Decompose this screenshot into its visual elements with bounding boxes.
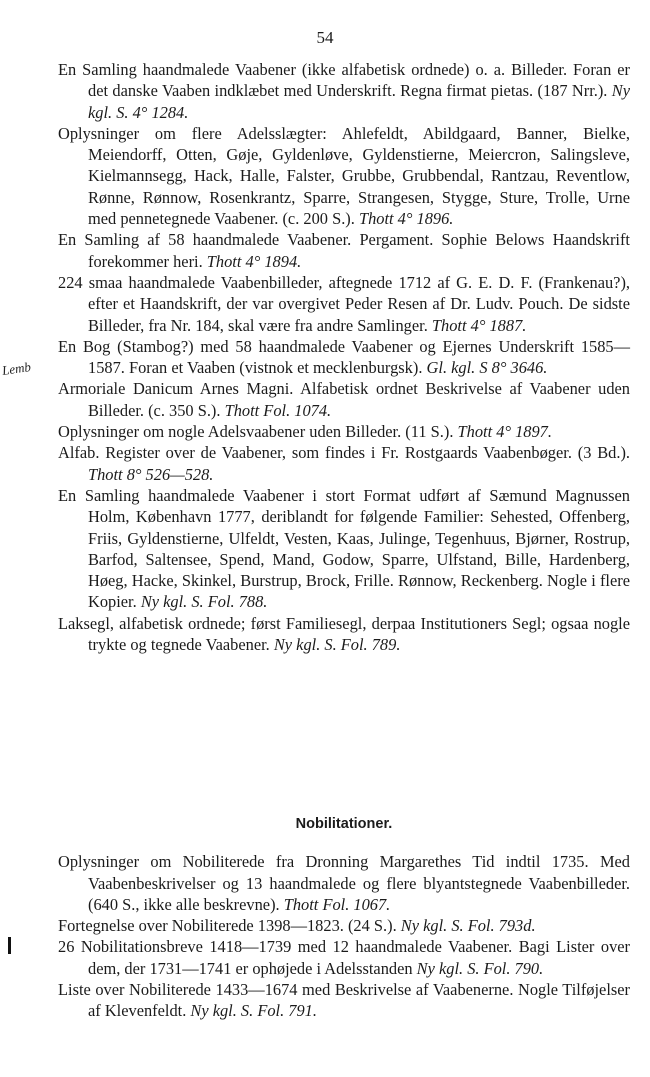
catalog-entry xyxy=(58,979,630,1022)
catalog-entry xyxy=(58,123,630,229)
entry-text: En Bog (Stambog?) med 58 haandmalede Vaabener og Ejernes Underskrift 1585—1587. Foran et Vaaben (vistnok et mecklenburgsk). xyxy=(58,336,630,378)
entry-text: En Samling haandmalede Vaabener (ikke alfabetisk ordnede) o. a. Billeder. Foran er det danske Vaaben indklæbet med Underskrift. Regna firmat pietas. (187 Nrr.). xyxy=(58,60,630,101)
catalog-entry xyxy=(58,272,630,336)
shelfmark-reference: Thott Fol. 1067. xyxy=(283,894,391,914)
catalog-entry xyxy=(58,851,630,915)
shelfmark-reference: Ny kgl. S. Fol. 793d. xyxy=(400,916,536,936)
page-number: 54 xyxy=(316,28,334,47)
shelfmark-reference: Ny kgl. S. Fol. 788. xyxy=(140,592,268,612)
catalog-entry xyxy=(58,613,630,656)
catalog-entry xyxy=(1,336,630,379)
shelfmark-reference: Ny kgl. S. Fol. 789. xyxy=(273,635,401,655)
entry-text: Oplysninger om flere Adelsslægter: Ahlefeldt, Abildgaard, Banner, Bielke, Meiendorff, Otten, Gøje, Gyldenløve, Gyldenstierne, Meiercron, Salingsleve, Kielmannsegg, Hack, Halle, Falster, Grubbe, Grubbendal, Rantzau, Reventlow, Rønne, Rønnow, Rosenkrantz, Sparre, Strangesen, Stygge, Sture, Trolle, Urne med pennetegnede Vaabener. (c. 200 S.). xyxy=(58,123,630,229)
shelfmark-reference: Thott 4° 1897. xyxy=(457,422,552,442)
shelfmark-reference: Thott Fol. 1074. xyxy=(224,400,332,420)
shelfmark-reference: Ny kgl. S. 4° 1284. xyxy=(88,81,630,122)
catalog-entry xyxy=(58,442,630,485)
catalog-entry xyxy=(58,485,630,613)
shelfmark-reference: Thott 4° 1887. xyxy=(431,315,527,335)
shelfmark-reference: Ny kgl. S. Fol. 791. xyxy=(190,1001,317,1021)
entry-text: En Samling af 58 haandmalede Vaabener. Pergament. Sophie Belows Haandskrift forekommer heri. xyxy=(58,230,630,271)
catalog-entry xyxy=(58,936,630,979)
entry-text: En Samling haandmalede Vaabener i stort Format udført af Sæmund Magnussen Holm, København 1777, deriblandt for følgende Familier: Sehested, Offenberg, Friis, Gyldenstierne, Ulfeldt, Vesten, Kaas, Julinge, Tegenhuus, Bjørner, Rostrup, Barfod, Saltensee, Spend, Mand, Godow, Sparre, Ulfstand, Bille, Hardenberg, Høeg, Hacke, Skinkel, Burstrup, Brock, Frille. Rønnow, Reckenberg. Nogle i flere Kopier. xyxy=(58,485,630,612)
margin-mark xyxy=(8,937,11,954)
catalog-entries xyxy=(1,59,630,655)
shelfmark-reference: Gl. kgl. S 8° 3646. xyxy=(426,358,548,378)
entry-text: Oplysninger om nogle Adelsvaabener uden Billeder. (11 S.). xyxy=(58,422,454,442)
catalog-entry xyxy=(58,915,630,936)
entry-text: Liste over Nobiliterede 1433—1674 med Beskrivelse af Vaabenerne. Nogle Tilføjelser af Klevenfeldt. xyxy=(58,980,630,1021)
entry-text: Fortegnelse over Nobiliterede 1398—1823. (24 S.). xyxy=(58,916,397,936)
entry-text: Alfab. Register over de Vaabener, som findes i Fr. Rostgaards Vaabenbøger. (3 Bd.). xyxy=(58,443,630,463)
shelfmark-reference: Thott 4° 1894. xyxy=(206,251,302,271)
catalog-entry xyxy=(58,59,630,123)
entry-text: 26 Nobilitationsbreve 1418—1739 med 12 haandmalede Vaabener. Bagi Lister over dem, der 1731—1741 er ophøjede i Adelsstanden xyxy=(58,937,630,978)
shelfmark-reference: Ny kgl. S. Fol. 790. xyxy=(416,958,544,978)
entry-text: Laksegl, alfabetisk ordnede; først Familiesegl, derpaa Institutioners Segl; ogsaa nogle trykte og tegnede Vaabener. xyxy=(58,613,630,655)
entry-text: Oplysninger om Nobiliterede fra Dronning Margarethes Tid indtil 1735. Med Vaabenbeskrivelser og 13 haandmalede og flere blyantstegnede Vaabenbilleder. (640 S., ikke alle beskrevne). xyxy=(58,852,630,914)
entry-text: 224 smaa haandmalede Vaabenbilleder, aftegnede 1712 af G. E. D. F. (Frankenau?), efter et Haandskrift, der var overgivet Peder Resen af Dr. Ludv. Pouch. De sidste Billeder, fra Nr. 184, skal være fra andre Samlinger. xyxy=(58,272,630,335)
section-heading: Nobilitationer. xyxy=(295,816,393,832)
catalog-entry xyxy=(58,421,630,442)
shelfmark-reference: Thott 4° 1896. xyxy=(358,209,454,229)
catalog-entry xyxy=(58,378,630,421)
handwritten-margin-note: Lemb xyxy=(1,358,32,378)
shelfmark-reference: Thott 8° 526—528. xyxy=(88,464,214,484)
catalog-entry xyxy=(58,229,630,272)
entry-text: Armoriale Danicum Arnes Magni. Alfabetisk ordnet Beskrivelse af Vaabener uden Billeder. (c. 350 S.). xyxy=(58,379,630,420)
nobilitation-section xyxy=(58,794,630,1022)
